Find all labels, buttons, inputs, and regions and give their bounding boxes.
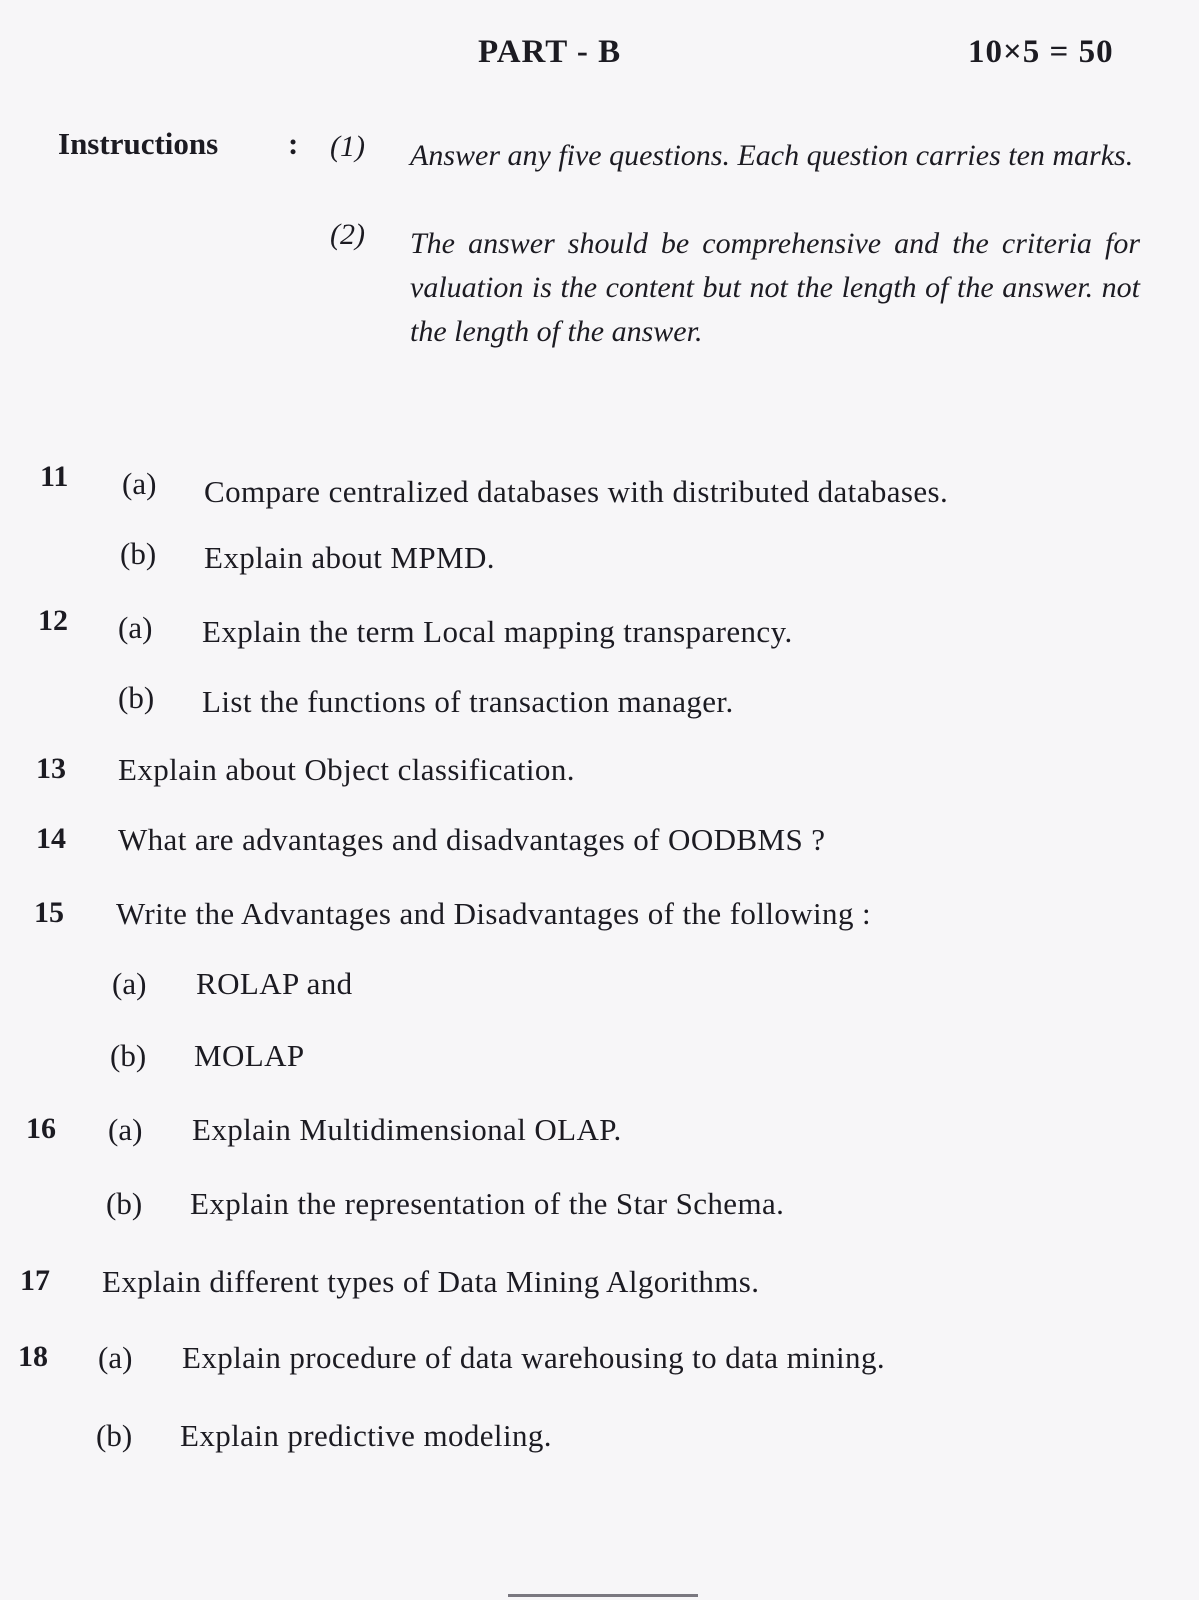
question-number: 17 bbox=[20, 1264, 50, 1297]
part-label: (a) bbox=[118, 610, 153, 645]
instruction-number: (1) bbox=[330, 130, 365, 163]
question-text: Explain the representation of the Star Schema. bbox=[190, 1186, 785, 1221]
instruction-text: Answer any five questions. Each question carries ten marks. bbox=[410, 139, 1134, 172]
question-text: Compare centralized databases with distributed databases. bbox=[204, 474, 949, 509]
question-number: 12 bbox=[38, 604, 68, 637]
instruction-number: (2) bbox=[330, 218, 365, 251]
part-title: PART - B bbox=[478, 34, 622, 70]
bottom-rule bbox=[508, 1594, 698, 1597]
question-text: Explain predictive modeling. bbox=[180, 1418, 552, 1453]
question-number: 11 bbox=[40, 460, 69, 493]
part-label: (a) bbox=[108, 1112, 143, 1147]
question-number: 16 bbox=[26, 1112, 56, 1145]
instruction-text: The answer should be comprehensive and the criteria for valuation is the content but not the length of the answer. not the length of the answer. bbox=[410, 227, 1140, 348]
part-label: (b) bbox=[120, 536, 157, 571]
marks-total: 10×5 = 50 bbox=[968, 34, 1114, 70]
part-label: (a) bbox=[122, 466, 157, 501]
question-text: Explain different types of Data Mining Algorithms. bbox=[102, 1264, 760, 1299]
part-label: (b) bbox=[110, 1038, 147, 1073]
part-label: (a) bbox=[112, 966, 147, 1001]
instructions-label: Instructions bbox=[58, 126, 219, 161]
question-number: 18 bbox=[18, 1340, 48, 1373]
question-text: MOLAP bbox=[194, 1038, 305, 1073]
question-text: Write the Advantages and Disadvantages of the following : bbox=[116, 896, 872, 931]
question-text: Explain the term Local mapping transparency. bbox=[202, 614, 793, 649]
instructions-colon: : bbox=[288, 126, 299, 161]
question-text: ROLAP and bbox=[196, 966, 353, 1001]
question-text: Explain about Object classification. bbox=[118, 752, 575, 787]
question-text: List the functions of transaction manager. bbox=[202, 684, 734, 719]
part-label: (b) bbox=[118, 680, 155, 715]
question-number: 15 bbox=[34, 896, 64, 929]
part-label: (a) bbox=[98, 1340, 133, 1375]
part-label: (b) bbox=[96, 1418, 133, 1453]
question-text: Explain Multidimensional OLAP. bbox=[192, 1112, 622, 1147]
question-number: 13 bbox=[36, 752, 66, 785]
part-label: (b) bbox=[106, 1186, 143, 1221]
question-text: Explain about MPMD. bbox=[204, 540, 495, 575]
question-text: What are advantages and disadvantages of OODBMS ? bbox=[118, 822, 826, 857]
question-text: Explain procedure of data warehousing to data mining. bbox=[182, 1340, 885, 1375]
question-number: 14 bbox=[36, 822, 66, 855]
